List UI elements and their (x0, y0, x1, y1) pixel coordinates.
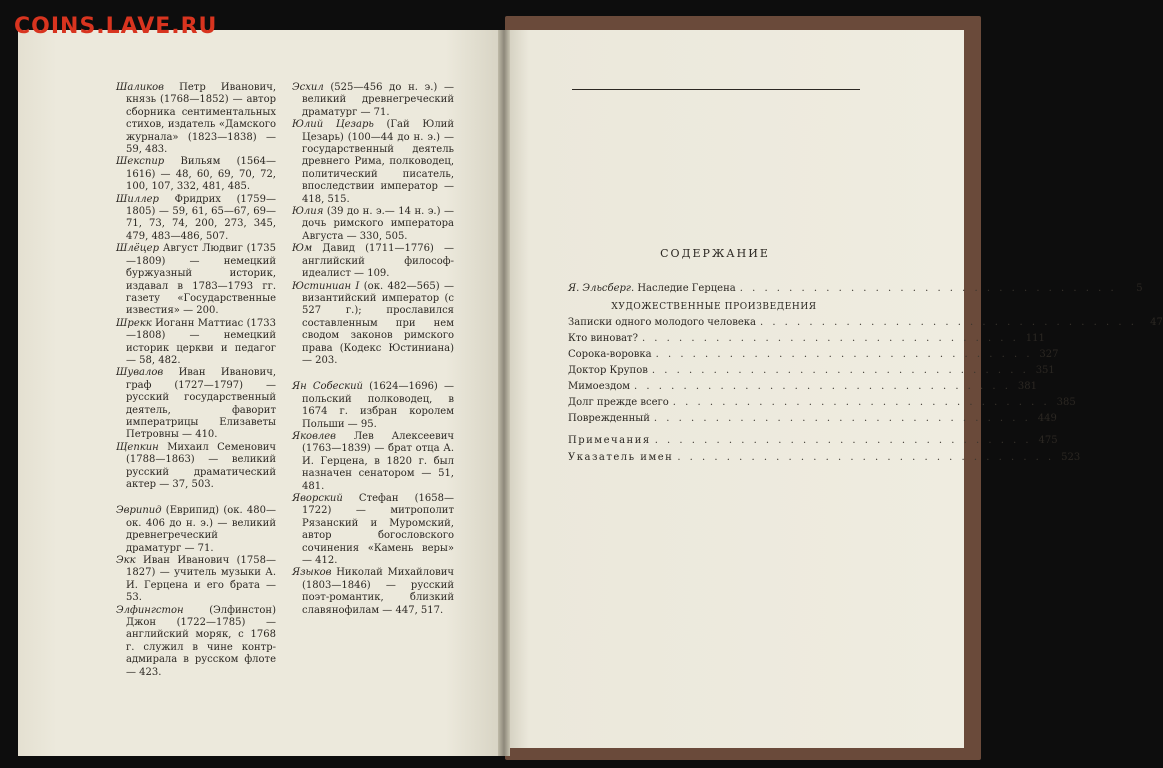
toc-page-number: 351 (1035, 365, 1055, 376)
index-entry-name: Шлёцер (116, 243, 159, 255)
toc-leader-dots: . . . . . . . . . . . . . . . . . . . . . . . . . . . . . . . (655, 349, 1033, 360)
index-entry (292, 119, 454, 206)
toc-section-heading: ХУДОЖЕСТВЕННЫЕ ПРОИЗВЕДЕНИЯ (611, 302, 817, 312)
index-entry-name: Элфингстон (116, 604, 184, 616)
toc-row-title: Долг прежде всего (568, 397, 669, 408)
toc-notes-row (568, 434, 1058, 447)
toc-page-number: 385 (1056, 397, 1076, 408)
toc-leader-dots: . . . . . . . . . . . . . . . . . . . . . . . . . . . . . . . (672, 397, 1050, 408)
index-entry-text: Петр Иванович, князь (1768—1852) — автор сборника сентиментальных стихов, издатель «Дамского журнала» (1823—1838) — 59, 483. (126, 82, 276, 156)
index-entry (292, 281, 454, 368)
index-entry (292, 567, 454, 617)
toc-intro-title (568, 282, 736, 295)
index-entry-name: Юстиниан I (292, 280, 360, 292)
index-entry (116, 367, 276, 441)
toc-leader-dots: . . . . . . . . . . . . . . . . . . . . . . . . . . . . . . . (654, 435, 1032, 446)
toc-names-row (568, 451, 1081, 464)
index-entry-name: Эврипид (116, 505, 162, 517)
toc-leader-dots: . . . . . . . . . . . . . . . . . . . . . . . . . . . . . . . (651, 365, 1029, 376)
index-entry-text: Август Людвиг (1735—1809) — немецкий буржуазный историк, издавал в 1783—1793 гг. газету «Государственные известия» — 200. (126, 243, 276, 317)
toc-row (568, 396, 1076, 409)
index-entry (116, 156, 276, 193)
toc-row (568, 380, 1037, 393)
index-entry-name: Юлий Цезарь (292, 119, 374, 131)
index-entry (116, 505, 276, 555)
toc-title: СОДЕРЖАНИЕ (660, 247, 770, 260)
toc-page-number: 47 (1150, 317, 1163, 328)
index-entry-text: Николай Михайлович (1803—1846) — русский поэт-романтик, близкий славянофилам — 447, 517. (302, 567, 454, 616)
index-entry (292, 206, 454, 243)
index-entry (116, 243, 276, 317)
site-watermark: COINS.LAVE.RU (14, 14, 218, 39)
toc-row-title: Сорока-воровка (568, 349, 652, 360)
index-entry (292, 431, 454, 493)
index-column-2 (292, 82, 454, 617)
index-entry-text: Михаил Семенович (1788—1863) — великий русский драматический актер — 37, 503. (126, 441, 276, 490)
toc-row-title: Поврежденный (568, 413, 650, 424)
index-entry (116, 605, 276, 679)
toc-intro-row (568, 282, 1143, 295)
index-entry-text: Иван Иванович (1758—1827) — учитель музыки А. И. Герцена и его брата — 53. (126, 555, 276, 604)
index-entry (292, 381, 454, 431)
toc-page-number: 449 (1037, 413, 1057, 424)
index-entry (116, 194, 276, 244)
toc-row-title: Записки одного молодого человека (568, 317, 756, 328)
index-entry-name: Юлия (292, 206, 324, 218)
index-entry-name: Шекспир (116, 156, 165, 168)
index-entry-name: Языков (292, 567, 332, 579)
index-entry-name: Яворский (292, 493, 343, 504)
index-entry-name: Щепкин (116, 441, 159, 453)
toc-row-title: Мимоездом (568, 381, 631, 392)
index-entry-name: Яковлев (292, 430, 336, 442)
index-entry-text: Фридрих (1759—1805) — 59, 61, 65—67, 69—71, 73, 74, 200, 273, 345, 479, 483—486, 507. (126, 193, 276, 242)
toc-intro-work: Наследие Герцена (634, 283, 736, 294)
toc-row-title: Доктор Крупов (568, 365, 648, 376)
index-entry-name: Юм (292, 243, 313, 255)
index-entry (292, 493, 454, 567)
index-column-1 (116, 82, 276, 679)
index-entry-text: Давид (1711—1776) — английский философ-идеалист — 109. (302, 243, 454, 280)
toc-leader-dots: . . . . . . . . . . . . . . . . . . . . . . . . . . . . . . . (634, 381, 1011, 392)
index-entry-name: Шаликов (116, 82, 164, 93)
top-rule (572, 89, 860, 90)
toc-leader-dots: . . . . . . . . . . . . . . . . . . . . . . . . . . . . . . . (641, 333, 1019, 344)
index-entry (292, 243, 454, 280)
toc-intro-author: Я. Эльсберг. (568, 283, 635, 294)
index-entry-text: Вильям (1564—1616) — 48, 60, 69, 70, 72, 100, 107, 332, 481, 485. (126, 156, 276, 193)
index-entry-name: Шувалов (116, 367, 164, 379)
index-entry-text: Иван Иванович, граф (1727—1797) — русский государственный деятель, фаворит императрицы Елизаветы Петровны — 410. (126, 367, 276, 441)
toc-leader-dots: . . . . . . . . . . . . . . . . . . . . . . . . . . . . . . . (739, 283, 1117, 294)
index-entry (116, 318, 276, 368)
index-entry-text: Лев Алексеевич (1763—1839) — брат отца А. И. Герцена, в 1820 г. был назначен сенатором — 51, 481. (302, 430, 454, 492)
toc-row-title: Кто виноват? (568, 333, 638, 344)
index-entry-text: (1624—1696) — польский полководец, в 1674 г. избран королем Польши — 95. (302, 381, 454, 430)
toc-page-number: 523 (1061, 452, 1081, 463)
index-entry-text: Стефан (1658—1722) — митрополит Рязанский и Муромский, автор богословского сочинения «Камень веры» — 412. (302, 493, 454, 567)
toc-page-number: 475 (1038, 435, 1058, 446)
index-entry-name: Шрекк (116, 317, 152, 329)
toc-row (568, 412, 1057, 425)
toc-page-number: 381 (1017, 381, 1037, 392)
toc-leader-dots: . . . . . . . . . . . . . . . . . . . . . . . . . . . . . . . (677, 452, 1055, 463)
toc-page-number: 327 (1039, 349, 1059, 360)
toc-leader-dots: . . . . . . . . . . . . . . . . . . . . . . . . . . . . . . . (653, 413, 1031, 424)
index-entry-name: Эсхил (292, 82, 324, 93)
index-entry-name: Экк (116, 555, 136, 567)
index-entry (116, 442, 276, 492)
toc-page-number: 5 (1136, 283, 1143, 294)
index-entry-text: (525—456 до н. э.) — великий древнегреческий драматург — 71. (302, 82, 454, 118)
toc-leader-dots: . . . . . . . . . . . . . . . . . . . . . . . . . . . . . . . (759, 317, 1137, 328)
toc-row (568, 332, 1045, 345)
index-entry-text: (Еврипид) (ок. 480—ок. 406 до н. э.) — великий древнегреческий драматург — 71. (126, 505, 276, 554)
toc-row-title: Примечания (568, 435, 651, 446)
index-entry-text: (Элфинстон) Джон (1722—1785) — английский моряк, с 1768 г. служил в чине контр-адмирала в русском флоте — 423. (126, 604, 276, 678)
index-entry-text: (ок. 482—565) — византийский император (с 527 г.); прославился составленным при нем сводом законов римского права (Кодекс Юстиниана) — 203. (302, 280, 454, 366)
index-entry-text: (Гай Юлий Цезарь) (100—44 до н. э.) — государственный деятель древнего Рима, полководец, политический писатель, впоследствии император — 418, 515. (302, 119, 455, 205)
index-entry-text: Иоганн Маттиас (1733—1808) — немецкий историк церкви и педагог — 58, 482. (126, 317, 276, 366)
toc-page-number: 111 (1025, 333, 1045, 344)
index-entry (292, 82, 454, 119)
index-entry (116, 555, 276, 605)
toc-row (568, 348, 1059, 361)
book-gutter (498, 30, 510, 756)
index-entry-text: (39 до н. э.— 14 н. э.) — дочь римского императора Августа — 330, 505. (302, 206, 454, 242)
index-entry (116, 82, 276, 156)
toc-row-title: Указатель имен (568, 452, 674, 463)
index-entry-name: Ян Собеский (292, 381, 363, 393)
toc-row (568, 316, 1163, 329)
toc-row (568, 364, 1055, 377)
index-entry-name: Шиллер (116, 193, 159, 205)
